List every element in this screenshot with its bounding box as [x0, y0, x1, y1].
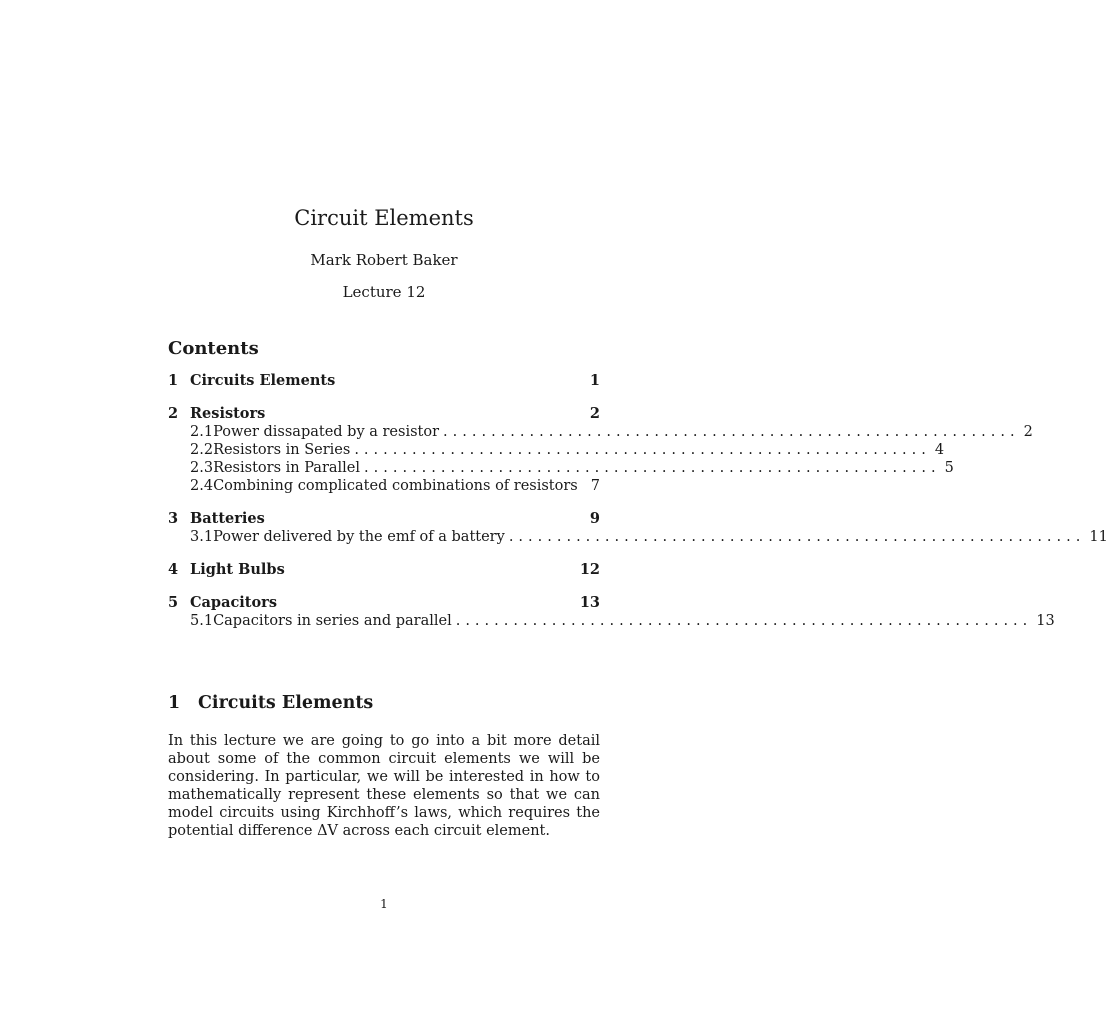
toc-section-entry[interactable] — [168, 405, 600, 424]
toc-section-label: Resistors — [190, 405, 266, 422]
toc-subsection-entry[interactable] — [168, 613, 1055, 631]
toc-section-label: Light Bulbs — [190, 561, 285, 578]
toc-section-entry[interactable] — [168, 510, 600, 529]
section-heading — [168, 693, 373, 713]
toc-section-page: 2 — [589, 405, 600, 422]
toc-subsection-label: Capacitors in series and parallel — [213, 613, 452, 629]
table-of-contents — [168, 372, 1108, 631]
toc-leader-dots: ............................................................ — [364, 460, 941, 476]
section-body-paragraph: In this lecture we are going to go into a bit more detail about some of the common circuit elements we will be considering. In particular, we will be interested in how to mathematically represent these elements so that we can model circuits using Kirchhoff’s laws, which requires the potential difference ΔV across each circuit element. — [168, 733, 600, 839]
toc-subsection-number: 2.2 — [190, 442, 214, 458]
toc-subsection-page: 13 — [1036, 613, 1055, 629]
toc-section-page: 9 — [589, 510, 600, 527]
toc-subsection-page: 5 — [944, 460, 954, 476]
toc-section-entry[interactable] — [168, 372, 600, 391]
toc-subsection-entry[interactable] — [168, 529, 1108, 547]
toc-section-entry[interactable] — [168, 594, 600, 613]
toc-section-number: 4 — [168, 561, 179, 578]
toc-subsection-number: 2.4 — [190, 478, 214, 494]
toc-section-number: 3 — [168, 510, 179, 527]
toc-subsection-entry[interactable] — [168, 442, 945, 460]
toc-subsection-number: 2.3 — [190, 460, 214, 476]
toc-section-page: 1 — [589, 372, 600, 389]
contents-heading: Contents — [168, 338, 259, 359]
toc-subsection-page: 7 — [590, 478, 600, 494]
toc-leader-dots: ............................................................ — [354, 442, 931, 458]
toc-section-label: Circuits Elements — [190, 372, 336, 389]
toc-subsection-entry[interactable] — [168, 424, 1033, 442]
toc-subsection-page: 4 — [934, 442, 945, 458]
toc-section-number: 1 — [168, 372, 179, 389]
toc-subsection-page: 11 — [1089, 529, 1108, 545]
toc-subsection-number: 5.1 — [190, 613, 214, 629]
toc-section-number: 2 — [168, 405, 179, 422]
toc-subsection-number: 2.1 — [190, 424, 214, 440]
toc-leader-dots: ............................................................ — [455, 613, 1033, 629]
page-number: 1 — [380, 897, 388, 911]
toc-subsection-number: 3.1 — [190, 529, 214, 545]
section-title: Circuits Elements — [198, 693, 374, 713]
toc-section-label: Capacitors — [190, 594, 277, 611]
toc-subsection-label: Resistors in Series — [213, 442, 351, 458]
toc-subsection-page: 2 — [1023, 424, 1033, 440]
toc-section-number: 5 — [168, 594, 179, 611]
toc-subsection-label: Resistors in Parallel — [213, 460, 361, 476]
toc-section-page: 12 — [579, 561, 600, 578]
toc-subsection-entry[interactable] — [168, 460, 954, 478]
document-date: Lecture 12 — [342, 283, 426, 301]
toc-leader-dots: ............................................................ — [508, 529, 1086, 545]
toc-subsection-label: Combining complicated combinations of resistors — [213, 478, 578, 494]
document-title: Circuit Elements — [294, 206, 474, 230]
document-author: Mark Robert Baker — [310, 251, 458, 269]
section-number: 1 — [168, 693, 181, 713]
toc-section-entry[interactable] — [168, 561, 600, 580]
toc-section-page: 13 — [579, 594, 600, 611]
toc-subsection-label: Power delivered by the emf of a battery — [213, 529, 505, 545]
toc-subsection-entry[interactable] — [168, 478, 600, 496]
toc-leader-dots: ............................................................ — [443, 424, 1020, 440]
toc-section-label: Batteries — [190, 510, 265, 527]
toc-subsection-label: Power dissapated by a resistor — [213, 424, 440, 440]
